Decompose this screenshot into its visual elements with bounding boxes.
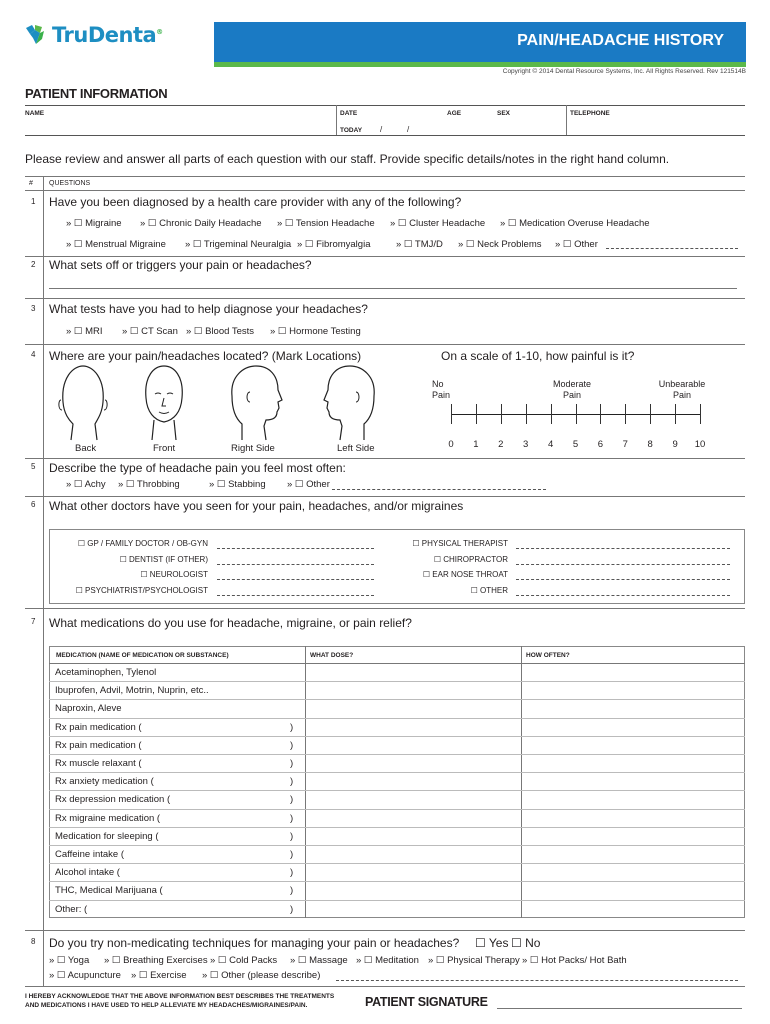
other-pain-type-field[interactable] (332, 489, 546, 490)
medication-frequency-cell[interactable] (522, 863, 744, 881)
question-7-text: What medications do you use for headache, migraine, or pain relief? (49, 616, 412, 630)
option-meditation[interactable]: » ☐ Meditation (356, 955, 419, 966)
medication-frequency-cell[interactable] (522, 900, 744, 918)
question-4-text: Where are your pain/headaches located? (Mark Locations) (49, 349, 362, 363)
pain-scale-number: 4 (547, 439, 554, 450)
question-number: 4 (31, 350, 36, 359)
dose-column-header: WHAT DOSE? (310, 652, 354, 659)
medication-frequency-cell[interactable] (522, 790, 744, 808)
doctors-left-list (60, 536, 208, 598)
medication-row-label: Rx migraine medication ( (55, 812, 161, 824)
scale-unbearable-label: Unbearable Pain (658, 379, 706, 400)
option-chronic-daily-headache[interactable]: » ☐ Chronic Daily Headache (140, 218, 262, 229)
view-label-front: Front (153, 443, 176, 454)
column-number-header: # (29, 180, 33, 187)
option-tmjd[interactable]: » ☐ TMJ/D (396, 239, 443, 250)
pain-scale-tick[interactable] (600, 404, 601, 424)
medication-row-label: Rx pain medication ( (55, 739, 142, 751)
option-fibromyalgia[interactable]: » ☐ Fibromyalgia (297, 239, 371, 250)
option-yes[interactable]: ☐ Yes (475, 936, 509, 950)
medication-row-divider (49, 681, 745, 682)
medication-dose-cell[interactable] (306, 718, 520, 736)
medication-row-paren: ) (290, 903, 294, 915)
doctor-field[interactable] (516, 548, 730, 549)
signature-field[interactable] (497, 1008, 742, 1009)
option-acupuncture[interactable]: » ☐ Acupuncture (49, 970, 121, 981)
medication-row-divider (49, 845, 745, 846)
medication-row-divider (49, 827, 745, 828)
option-blood-tests[interactable]: » ☐ Blood Tests (186, 326, 255, 337)
medication-row-divider (49, 900, 745, 901)
doctor-field[interactable] (217, 564, 374, 565)
option-other-technique[interactable]: » ☐ Other (please describe) (202, 970, 321, 981)
medication-row-label: Acetaminophen, Tylenol (55, 667, 157, 678)
pain-scale-tick[interactable] (650, 404, 651, 424)
head-right-side-diagram[interactable] (222, 362, 288, 442)
doctor-option-other[interactable]: ☐ OTHER (470, 585, 508, 595)
doctors-right-list (380, 536, 508, 598)
medication-row-label: Rx depression medication ( (55, 794, 171, 806)
medication-frequency-cell[interactable] (522, 881, 744, 899)
option-medication-overuse-headache[interactable]: » ☐ Medication Overuse Headache (500, 218, 650, 229)
medication-row-divider (49, 881, 745, 882)
triggers-answer-field[interactable] (49, 288, 737, 289)
pain-scale-tick[interactable] (576, 404, 577, 424)
telephone-label: TELEPHONE (570, 110, 610, 117)
pain-scale-number: 1 (473, 439, 479, 450)
signature-label: PATIENT SIGNATURE (365, 995, 488, 1009)
option-hormone-testing[interactable]: » ☐ Hormone Testing (270, 326, 361, 337)
medication-row-paren: ) (290, 758, 294, 769)
medication-row-paren: ) (290, 739, 294, 751)
medication-dose-cell[interactable] (306, 663, 520, 681)
option-cold-packs[interactable]: » ☐ Cold Packs (210, 955, 278, 966)
pain-scale-number: 5 (572, 439, 579, 450)
doctor-option-chiropractor[interactable]: ☐ CHIROPRACTOR (433, 554, 508, 564)
pain-scale-number: 2 (498, 439, 504, 450)
doctor-option-physical-therapist[interactable]: ☐ PHYSICAL THERAPIST (412, 539, 508, 548)
column-questions-header: QUESTIONS (49, 180, 91, 187)
medication-row-divider (49, 718, 745, 719)
scale-moderate-label: Moderate Pain (552, 379, 592, 400)
pain-scale-tick[interactable] (700, 404, 701, 424)
pain-scale-tick[interactable] (451, 404, 452, 424)
sex-label: SEX (497, 110, 511, 117)
question-number: 8 (31, 937, 36, 946)
medication-dose-cell[interactable] (306, 736, 520, 754)
medication-frequency-cell[interactable] (522, 736, 744, 754)
telephone-field[interactable] (570, 118, 745, 134)
option-tension-headache[interactable]: » ☐ Tension Headache (277, 218, 375, 229)
question-number: 3 (31, 304, 36, 313)
medication-row-label: THC, Medical Marijuana ( (55, 885, 163, 897)
option-trigeminal-neuralgia[interactable]: » ☐ Trigeminal Neuralgia (185, 239, 292, 250)
name-label: NAME (25, 110, 45, 117)
doctor-field[interactable] (217, 548, 374, 549)
head-back-diagram[interactable] (55, 362, 111, 442)
medication-row-paren: ) (290, 776, 294, 788)
medication-row-label: Rx anxiety medication ( (55, 776, 154, 788)
scale-no-pain-label: No Pain (432, 379, 451, 400)
head-left-side-diagram[interactable] (318, 362, 384, 442)
option-no[interactable]: ☐ No (511, 936, 541, 950)
header-bar (214, 22, 746, 62)
medication-frequency-cell[interactable] (522, 772, 744, 790)
medication-row-paren: ) (290, 867, 294, 879)
medication-frequency-cell[interactable] (522, 681, 744, 699)
frequency-column-header: HOW OFTEN? (526, 652, 570, 659)
option-yoga[interactable]: » ☐ Yoga (49, 955, 90, 966)
acknowledgement-text: I HEREBY ACKNOWLEDGE THAT THE ABOVE INFORMATION BEST DESCRIBES THE TREATMENTS AND MEDICATIONS I HAVE USED TO HELP ALLEVIATE MY HEADACHES/MIGRAINES/PAIN. (25, 993, 335, 1009)
medication-dose-cell[interactable] (306, 827, 520, 845)
tooth-logo-icon (22, 22, 48, 48)
pain-scale-tick[interactable] (501, 404, 502, 424)
option-exercise[interactable]: » ☐ Exercise (131, 970, 187, 981)
medication-row-label: Rx pain medication ( (55, 721, 142, 733)
other-technique-field[interactable] (336, 980, 738, 981)
medication-dose-cell[interactable] (306, 772, 520, 790)
pain-scale-question: On a scale of 1-10, how painful is it? (441, 349, 635, 363)
pain-scale-tick[interactable] (551, 404, 552, 424)
pain-scale-tick[interactable] (625, 404, 626, 424)
medication-row-label: Other: ( (55, 903, 88, 915)
question-number: 2 (31, 260, 36, 269)
doctor-field[interactable] (217, 579, 374, 580)
medication-dose-cell[interactable] (306, 863, 520, 881)
question-3-text: What tests have you had to help diagnose your headaches? (49, 302, 368, 316)
medication-row-paren: ) (290, 721, 294, 733)
question-5-text: Describe the type of headache pain you feel most often: (49, 461, 346, 475)
question-6-text: What other doctors have you seen for your pain, headaches, and/or migraines (49, 499, 464, 513)
medication-dose-cell[interactable] (306, 845, 520, 863)
medication-row-paren: ) (290, 885, 294, 897)
doctor-field[interactable] (516, 579, 730, 580)
date-separator: / (380, 125, 383, 134)
medication-frequency-cell[interactable] (522, 718, 744, 736)
medication-row-divider (49, 699, 745, 700)
question-number: 7 (31, 617, 36, 626)
medication-row-label: Medication for sleeping ( (55, 830, 159, 842)
question-8-text: Do you try non-medicating techniques for managing your pain or headaches? (49, 936, 460, 950)
pain-scale-number: 10 (694, 439, 706, 450)
doctor-field[interactable] (516, 595, 730, 596)
pain-scale-number: 8 (647, 439, 653, 450)
doctor-field[interactable] (516, 564, 730, 565)
pain-scale-tick[interactable] (675, 404, 676, 424)
name-field[interactable] (25, 118, 330, 134)
date-separator: / (407, 125, 410, 134)
form-title: PAIN/HEADACHE HISTORY (517, 32, 724, 49)
pain-scale-number: 9 (672, 439, 678, 450)
header-accent-bar (214, 62, 746, 67)
trudenta-logo (22, 22, 163, 48)
date-field[interactable] (366, 122, 436, 134)
medication-dose-cell[interactable] (306, 881, 520, 899)
option-physical-therapy[interactable]: » ☐ Physical Therapy (428, 955, 520, 966)
option-stabbing[interactable]: » ☐ Stabbing (209, 479, 266, 490)
doctor-option-gp[interactable]: ☐ GP / FAMILY DOCTOR / OB-GYN (77, 539, 208, 548)
medication-row-label: Ibuprofen, Advil, Motrin, Nuprin, etc.. (55, 685, 209, 697)
medication-row-divider (49, 736, 745, 737)
doctor-field[interactable] (217, 595, 374, 596)
medication-frequency-cell[interactable] (522, 663, 744, 681)
medication-row-divider (49, 863, 745, 864)
pain-scale-tick[interactable] (476, 404, 477, 424)
medication-frequency-cell[interactable] (522, 827, 744, 845)
other-diagnosis-field[interactable] (606, 248, 738, 249)
date-label: DATE (340, 110, 358, 117)
medication-dose-cell[interactable] (306, 790, 520, 808)
pain-scale-number: 0 (448, 439, 454, 450)
option-ct-scan[interactable]: » ☐ CT Scan (122, 326, 178, 337)
pain-scale-number: 7 (622, 439, 628, 450)
medication-dose-cell[interactable] (306, 754, 520, 772)
intro-text: Please review and answer all parts of each question with our staff. Provide specific details/notes in the right hand column. (25, 152, 670, 166)
medication-row-label: Alcohol intake ( (55, 867, 120, 879)
view-label-back: Back (75, 443, 97, 454)
medication-dose-cell[interactable] (306, 699, 520, 717)
medication-row-label: Naproxin, Aleve (55, 703, 122, 715)
medication-row-divider (49, 790, 745, 791)
question-number: 6 (31, 500, 36, 509)
medication-frequency-cell[interactable] (522, 754, 744, 772)
question-2-text: What sets off or triggers your pain or headaches? (49, 258, 312, 272)
patient-info-title: PATIENT INFORMATION (25, 86, 168, 101)
question-number: 1 (31, 197, 36, 206)
medication-row-paren: ) (290, 794, 294, 806)
age-label: AGE (447, 110, 462, 117)
question-1-text: Have you been diagnosed by a health care provider with any of the following? (49, 195, 462, 209)
medication-row-label: Rx muscle relaxant ( (55, 758, 142, 769)
doctor-option-psychiatrist[interactable]: ☐ PSYCHIATRIST/PSYCHOLOGIST (75, 585, 208, 595)
pain-scale-number: 3 (523, 439, 529, 450)
option-achy[interactable]: » ☐ Achy (66, 479, 106, 490)
option-migraine[interactable]: » ☐ Migraine (66, 218, 122, 229)
medication-row-label: Caffeine intake ( (55, 849, 125, 860)
brand-name: TruDenta® (52, 23, 163, 47)
option-hot-packs[interactable]: » ☐ Hot Packs/ Hot Bath (522, 955, 627, 966)
option-menstrual-migraine[interactable]: » ☐ Menstrual Migraine (66, 239, 166, 250)
pain-scale-tick[interactable] (526, 404, 527, 424)
today-label: TODAY (340, 127, 363, 134)
doctor-option-neurologist[interactable]: ☐ NEUROLOGIST (140, 570, 208, 579)
option-other[interactable]: » ☐ Other (555, 239, 598, 250)
option-breathing-exercises[interactable]: » ☐ Breathing Exercises (104, 955, 208, 966)
copyright: Copyright © 2014 Dental Resource Systems, Inc. All Rights Reserved. Rev 121514B (502, 68, 746, 75)
pain-scale-number: 6 (597, 439, 604, 450)
option-cluster-headache[interactable]: » ☐ Cluster Headache (390, 218, 486, 229)
medication-frequency-cell[interactable] (522, 845, 744, 863)
question-number: 5 (31, 462, 36, 471)
medication-frequency-cell[interactable] (522, 699, 744, 717)
medication-row-divider (49, 754, 745, 755)
medication-dose-cell[interactable] (306, 900, 520, 918)
medication-row-paren: ) (290, 812, 294, 824)
option-other-pain-type[interactable]: » ☐ Other (287, 479, 330, 490)
medication-dose-cell[interactable] (306, 681, 520, 699)
option-massage[interactable]: » ☐ Massage (290, 955, 348, 966)
medication-row-paren: ) (290, 849, 294, 860)
doctor-option-ent[interactable]: ☐ EAR NOSE THROAT (422, 570, 508, 579)
medication-row-divider (49, 772, 745, 773)
doctor-option-dentist[interactable]: ☐ DENTIST (IF OTHER) (119, 554, 208, 564)
medication-row-paren: ) (290, 830, 294, 842)
medication-column-header: MEDICATION (NAME OF MEDICATION OR SUBSTANCE) (56, 652, 229, 659)
view-label-left-side: Left Side (337, 443, 375, 454)
medication-dose-cell[interactable] (306, 809, 520, 827)
option-mri[interactable]: » ☐ MRI (66, 326, 103, 337)
option-neck-problems[interactable]: » ☐ Neck Problems (458, 239, 542, 250)
option-throbbing[interactable]: » ☐ Throbbing (118, 479, 180, 490)
medication-row-divider (49, 809, 745, 810)
head-front-diagram[interactable] (136, 362, 192, 442)
medication-frequency-cell[interactable] (522, 809, 744, 827)
view-label-right-side: Right Side (231, 443, 275, 454)
